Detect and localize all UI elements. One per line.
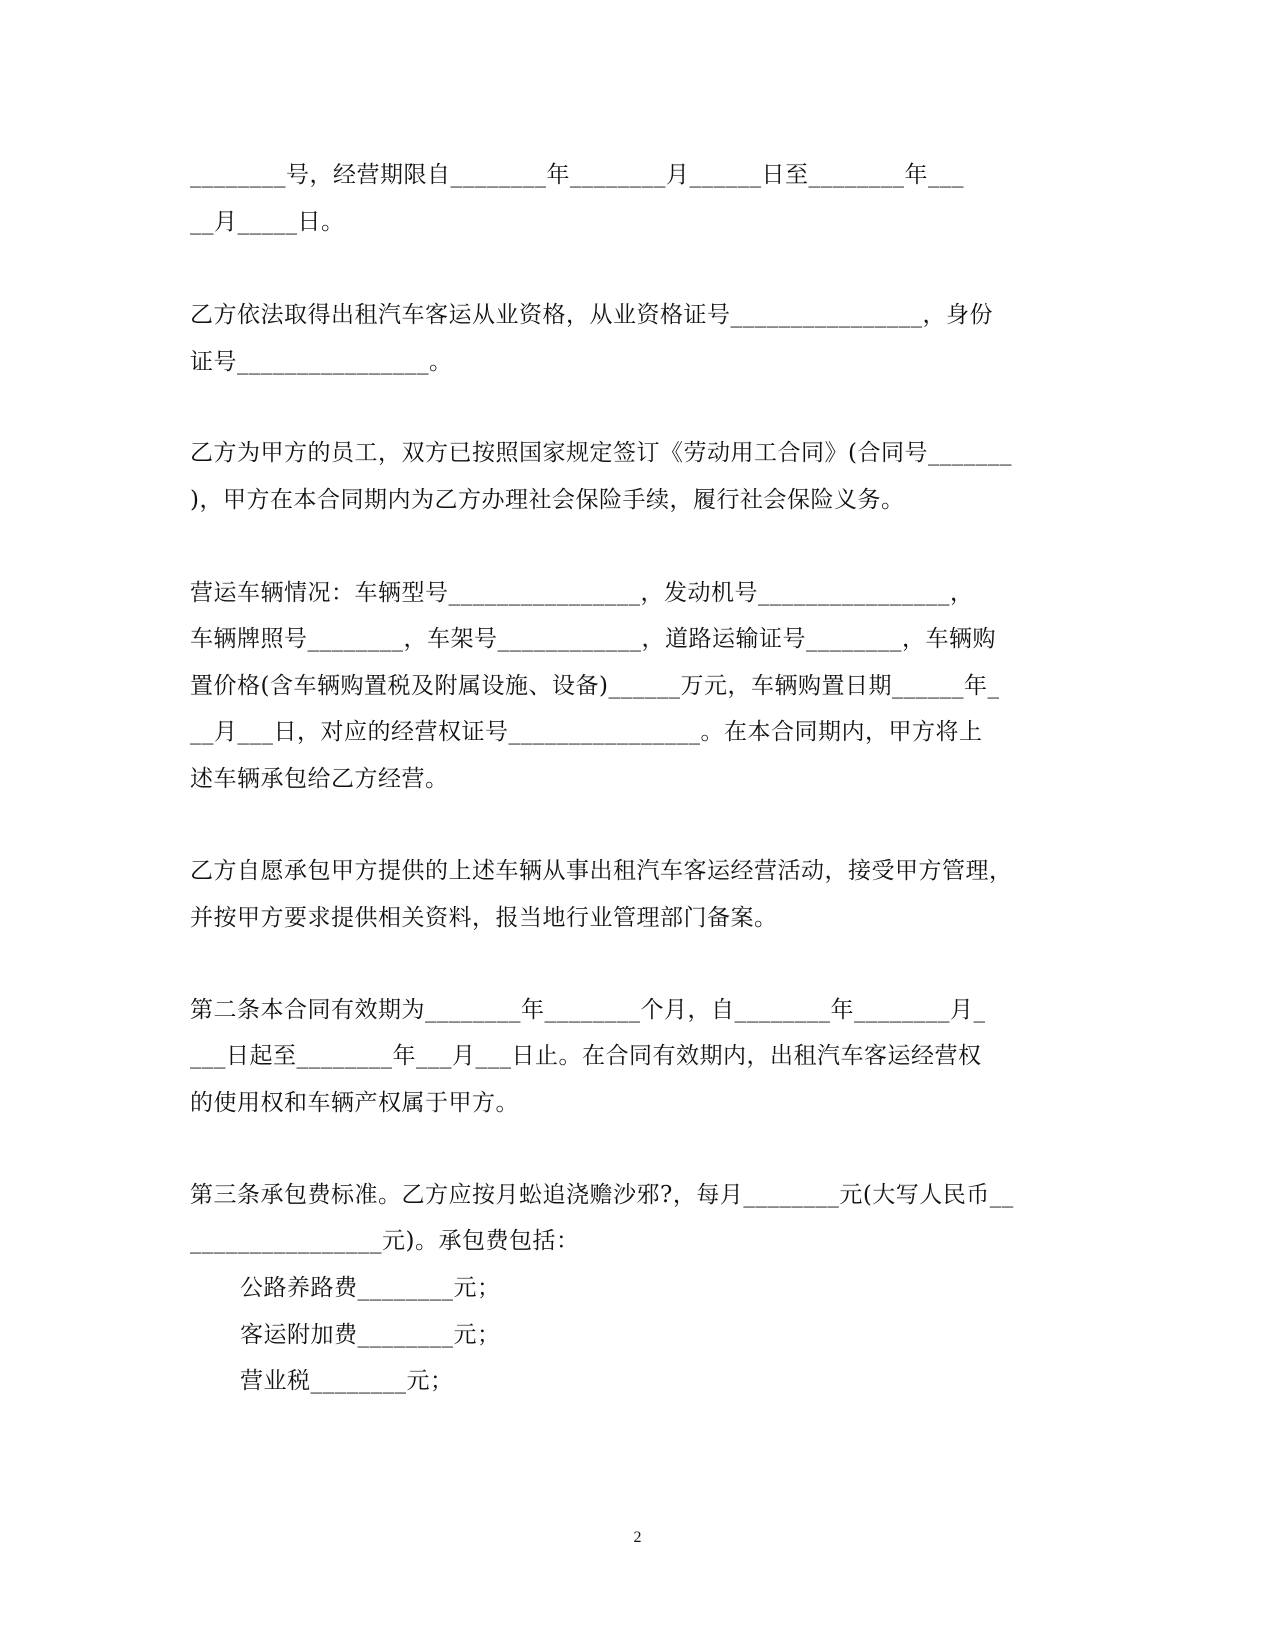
- article-2-line-3: 的使用权和车辆产权属于甲方。: [190, 1090, 519, 1116]
- paragraph-4-line-4: __月___日，对应的经营权证号________________。在本合同期内，甲方将上: [190, 719, 983, 745]
- article-2-line-1: 第二条本合同有效期为________年________个月，自________年________月_: [190, 997, 986, 1023]
- paragraph-3-line-1: 乙方为甲方的员工，双方已按照国家规定签订《劳动用工合同》(合同号_______: [190, 440, 1012, 466]
- paragraph-4-line-5: 述车辆承包给乙方经营。: [190, 766, 449, 792]
- paragraph-4-line-3: 置价格(含车辆购置税及附属设施、设备)______万元，车辆购置日期______年_: [190, 673, 1000, 699]
- page-number: 2: [633, 1529, 642, 1546]
- fee-item-road-maintenance: 公路养路费________元；: [240, 1275, 501, 1301]
- article-3-line-2: ________________元)。承包费包括：: [190, 1228, 580, 1254]
- paragraph-5-line-1: 乙方自愿承包甲方提供的上述车辆从事出租汽车客运经营活动，接受甲方管理，: [190, 858, 1013, 884]
- paragraph-5-line-2: 并按甲方要求提供相关资料，报当地行业管理部门备案。: [190, 905, 778, 931]
- article-2-line-2: ___日起至________年___月___日止。在合同有效期内，出租汽车客运经营权: [190, 1043, 982, 1069]
- fee-item-passenger-surcharge: 客运附加费________元；: [240, 1322, 501, 1348]
- article-3-line-1: 第三条承包费标准。乙方应按月蚣追浇赡沙邪?，每月________元(大写人民币__: [190, 1182, 1014, 1208]
- paragraph-4-line-1: 营运车辆情况：车辆型号________________，发动机号________________，: [190, 580, 974, 606]
- paragraph-1-line-1: ________号，经营期限自________年________月______日至________年___: [190, 162, 964, 188]
- paragraph-2-line-1: 乙方依法取得出租汽车客运从业资格，从业资格证号________________，身份: [190, 302, 993, 328]
- paragraph-3-line-2: )，甲方在本合同期内为乙方办理社会保险手续，履行社会保险义务。: [190, 487, 905, 513]
- paragraph-4-line-2: 车辆牌照号________，车架号____________，道路运输证号________，车辆购: [190, 626, 996, 652]
- fee-item-business-tax: 营业税________元；: [240, 1368, 454, 1394]
- paragraph-2-line-2: 证号________________。: [190, 349, 453, 375]
- paragraph-1-line-2: __月_____日。: [190, 209, 345, 235]
